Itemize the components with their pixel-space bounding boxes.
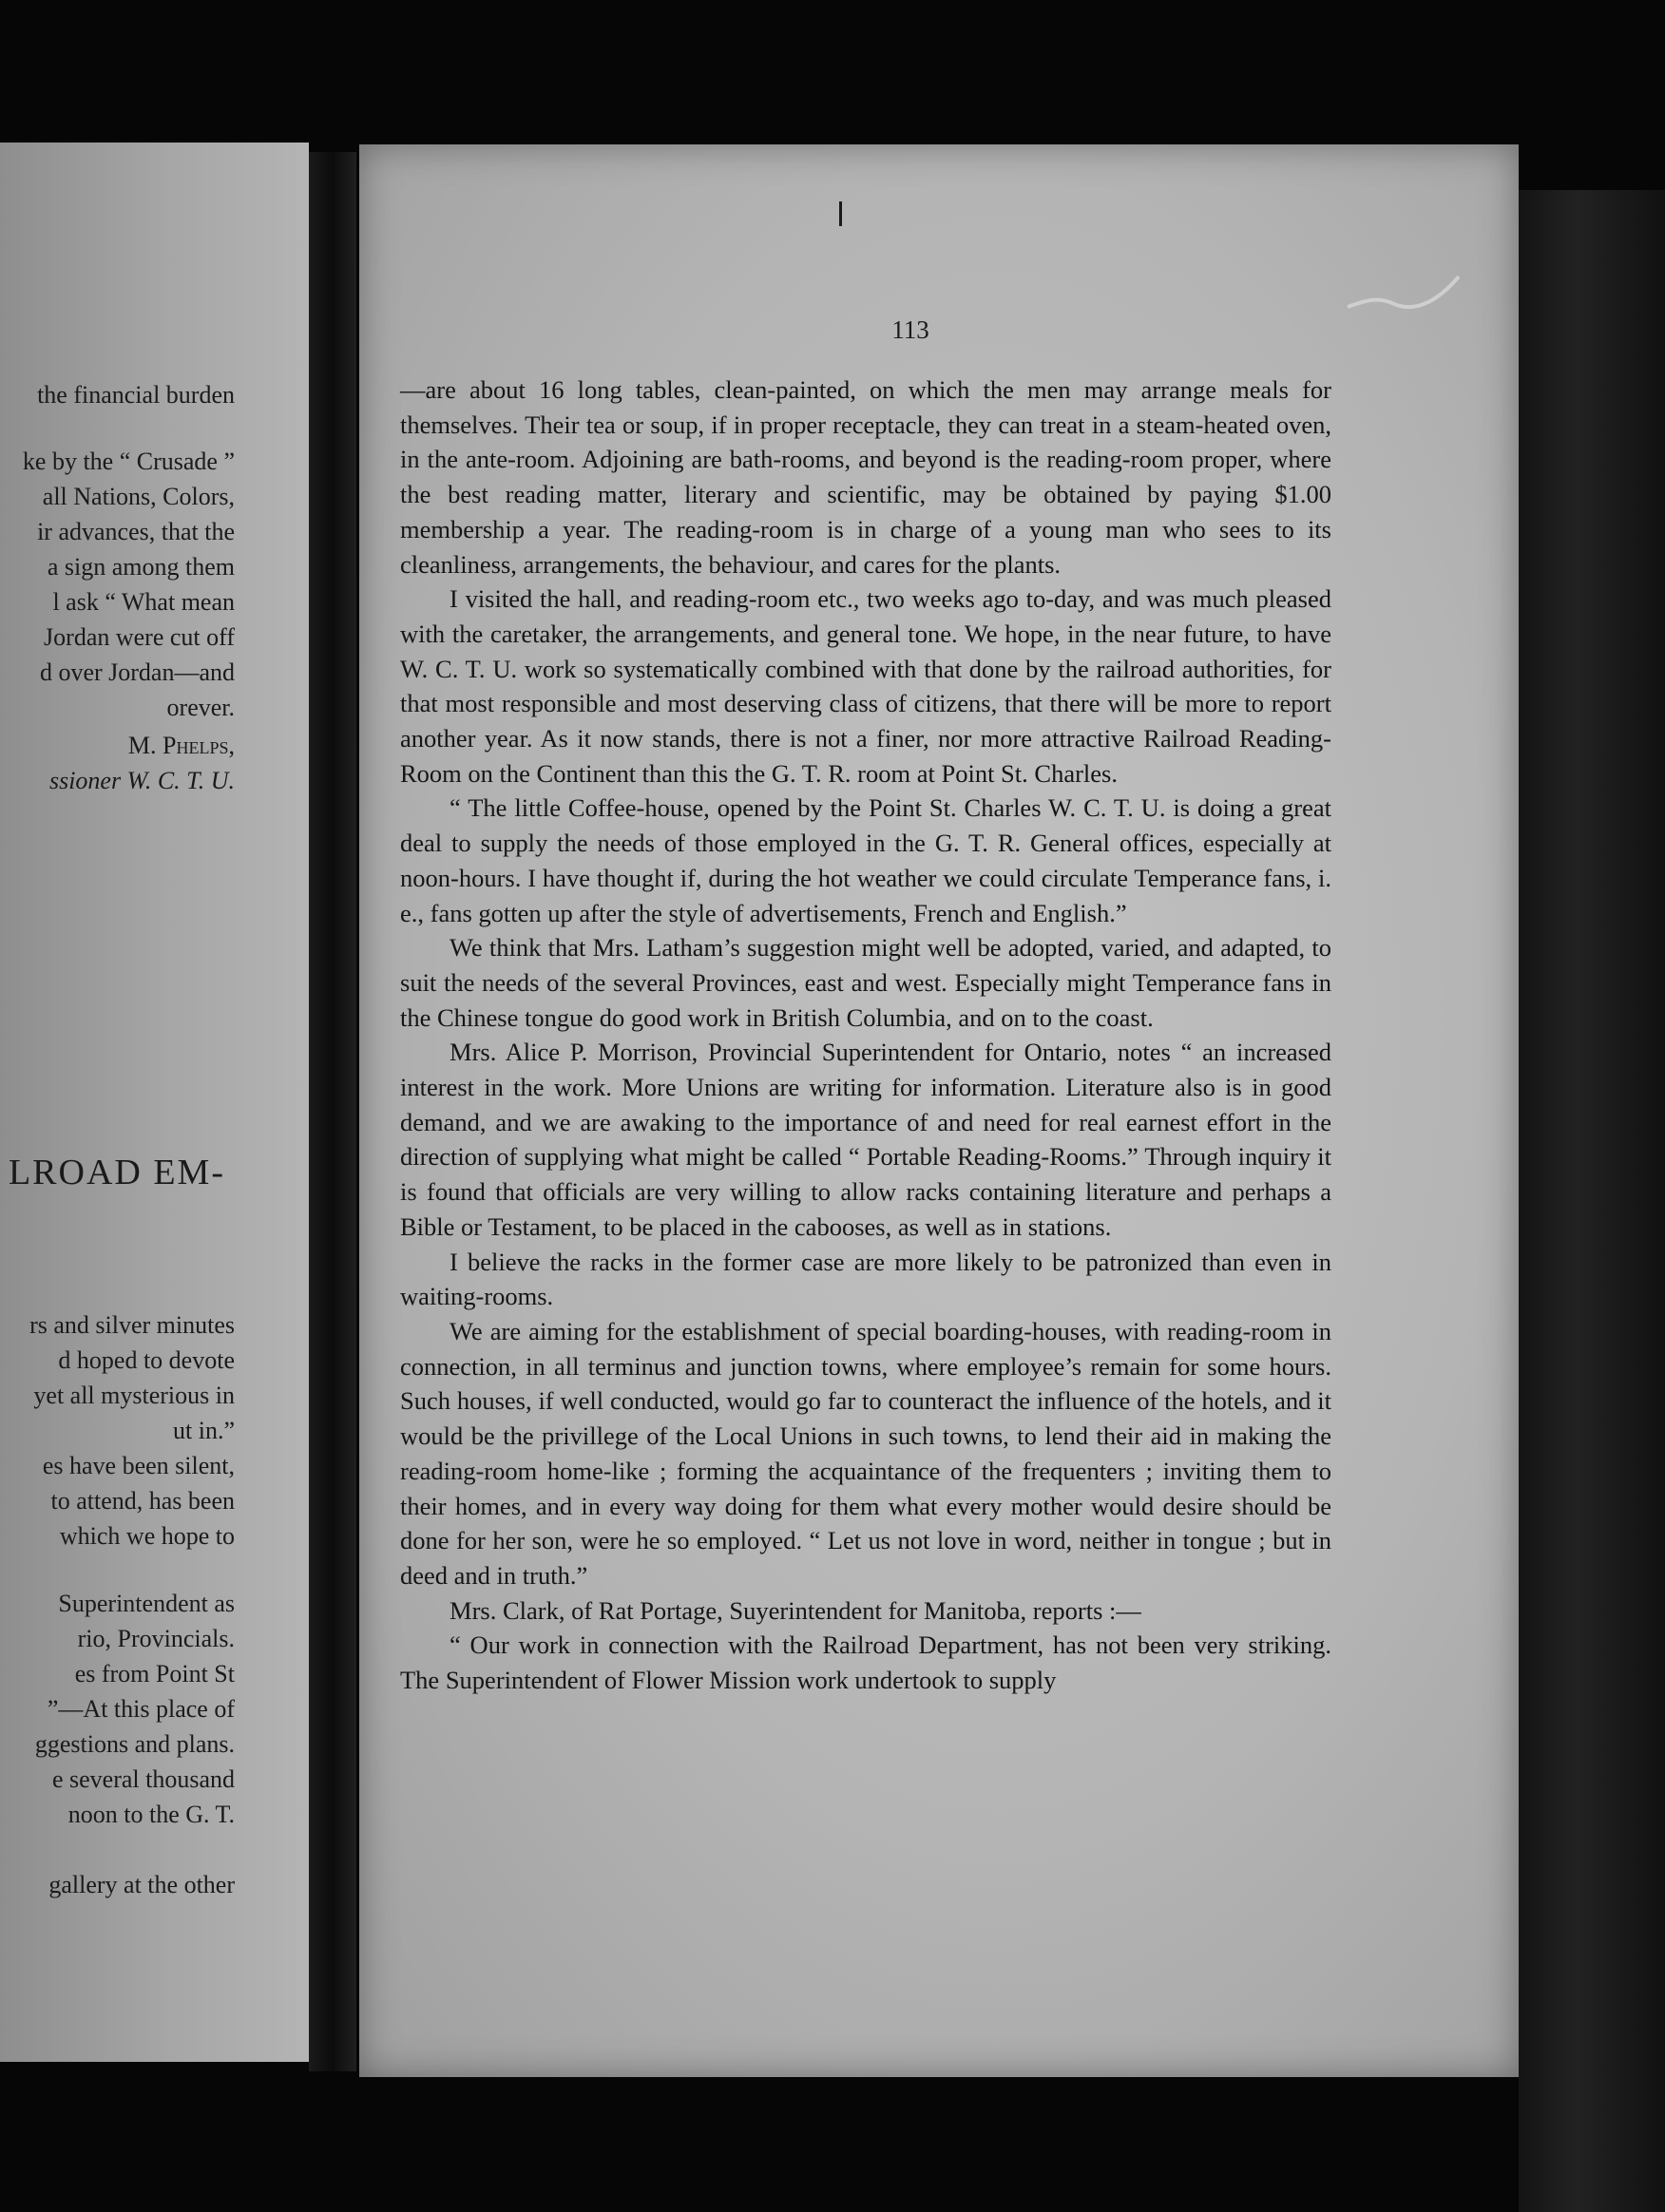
left-line: e several thousand xyxy=(51,1765,235,1793)
left-line: to attend, has been xyxy=(50,1487,235,1515)
pencil-mark xyxy=(1340,271,1473,328)
left-line: Superintendent as xyxy=(58,1590,235,1617)
left-signature: M. Phelps, xyxy=(127,732,235,759)
left-line: orever. xyxy=(166,694,235,721)
left-line: yet all mysterious in xyxy=(33,1382,235,1409)
paragraph: “ Our work in connection with the Railroad Department, has not been very striking. The Superintendent of Flower Mission work undertook to supply xyxy=(400,1630,1331,1695)
previous-page-fragment xyxy=(0,143,309,2062)
left-line: ggestions and plans. xyxy=(34,1730,235,1758)
paragraph: Mrs. Alice P. Morrison, Provincial Superintendent for Ontario, notes “ an increased interest in the work. More Unions are writing for information. Literature also is in good demand, and we are awaking to the importance of and need for real earnest effort in the direction of supplying what might be called “ Portable Reading-Rooms.” Through inquiry it is found that officials are very willing to allow racks containing literature and perhaps a Bible or Testament, to be placed in the cabooses, as well as in stations. xyxy=(400,1038,1331,1241)
left-line: noon to the G. T. xyxy=(67,1801,235,1828)
paragraph: —are about 16 long tables, clean-painted, on which the men may arrange meals for themselves. Their tea or soup, if in proper receptacle, they can treat in a steam-heated oven, in the ante-room. Adjoining are bath-rooms, and beyond is the reading-room proper, where the best reading matter, literary and scientific, may be obtained by paying $1.00 membership a year. The reading-room is in charge of a young man who sees to its cleanliness, arrangements, the behaviour, and cares for the plants. xyxy=(400,375,1331,579)
left-line: all Nations, Colors, xyxy=(42,483,235,510)
left-line: es have been silent, xyxy=(42,1452,235,1479)
paragraph: We think that Mrs. Latham’s suggestion might well be adopted, varied, and adapted, to suit the needs of the several Provinces, east and west. Especially might Temperance fans in the Chinese tongue do good work in British Columbia, and on to the coast. xyxy=(400,933,1331,1032)
left-line: ir advances, that the xyxy=(37,518,235,545)
left-line: a sign among them xyxy=(47,553,235,581)
left-line: which we hope to xyxy=(59,1522,235,1550)
paragraph: Mrs. Clark, of Rat Portage, Suyerintendent for Manitoba, reports :— xyxy=(450,1595,1141,1625)
book-edge xyxy=(1519,190,1665,2212)
left-line: rs and silver minutes xyxy=(29,1311,235,1339)
left-signature-title: ssioner W. C. T. U. xyxy=(48,767,235,794)
paragraph: “ The little Coffee-house, opened by the Point St. Charles W. C. T. U. is doing a great deal to supply the needs of those employed in the G. T. R. General offices, especially at noon-hours. I have thought if, during the hot weather we could circulate Temperance fans, i. e., fans gotten up after the style of advertisements, French and English.” xyxy=(400,793,1331,927)
paragraph: We are aiming for the establishment of special boarding-houses, with reading-room in connection, in all terminus and junction towns, where employee’s remain for some hours. Such houses, if well conducted, would go far to counteract the influence of the hotels, and it would be the privillege of the Local Unions in such towns, to lend their aid in making the reading-room home-like ; forming the acquaintance of the frequenters ; inviting them to their homes, and in every way doing for them what every mother would desire should be done for her son, were he so employed. “ Let us not love in word, neither in tongue ; but in deed and in truth.” xyxy=(400,1316,1331,1590)
left-line: the financial burden xyxy=(37,381,235,409)
book-gutter xyxy=(309,152,356,2071)
ink-mark xyxy=(839,201,842,226)
book-page xyxy=(359,144,1519,2077)
left-line: l ask “ What mean xyxy=(52,588,235,616)
left-line: ke by the “ Crusade ” xyxy=(22,448,235,475)
left-line: rio, Provincials. xyxy=(77,1625,235,1652)
left-line: es from Point St xyxy=(74,1660,235,1688)
paragraph: I visited the hall, and reading-room etc., two weeks ago to-day, and was much pleased with the caretaker, the arrangements, and general tone. We hope, in the near future, to have W. C. T. U. work so systematically combined with that done by the railroad authorities, for that most responsible and most deserving class of citizens, that there will be more to report another year. As it now stands, there is not a finer, nor more attractive Railroad Reading-Room on the Continent than this the G. T. R. room at Point St. Charles. xyxy=(400,584,1331,788)
left-line: d over Jordan—and xyxy=(39,658,235,686)
left-section-heading: LROAD EM- xyxy=(8,1153,225,1192)
left-line: gallery at the other xyxy=(48,1871,235,1898)
left-line: Jordan were cut off xyxy=(44,623,235,651)
paragraph: I believe the racks in the former case are more likely to be patronized than even in waiting-rooms. xyxy=(400,1247,1331,1311)
left-line: d hoped to devote xyxy=(58,1346,235,1374)
left-line: ut in.” xyxy=(173,1417,235,1444)
left-line: ”—At this place of xyxy=(47,1695,235,1723)
page-number: 113 xyxy=(891,315,929,344)
page-body xyxy=(400,372,1331,1698)
